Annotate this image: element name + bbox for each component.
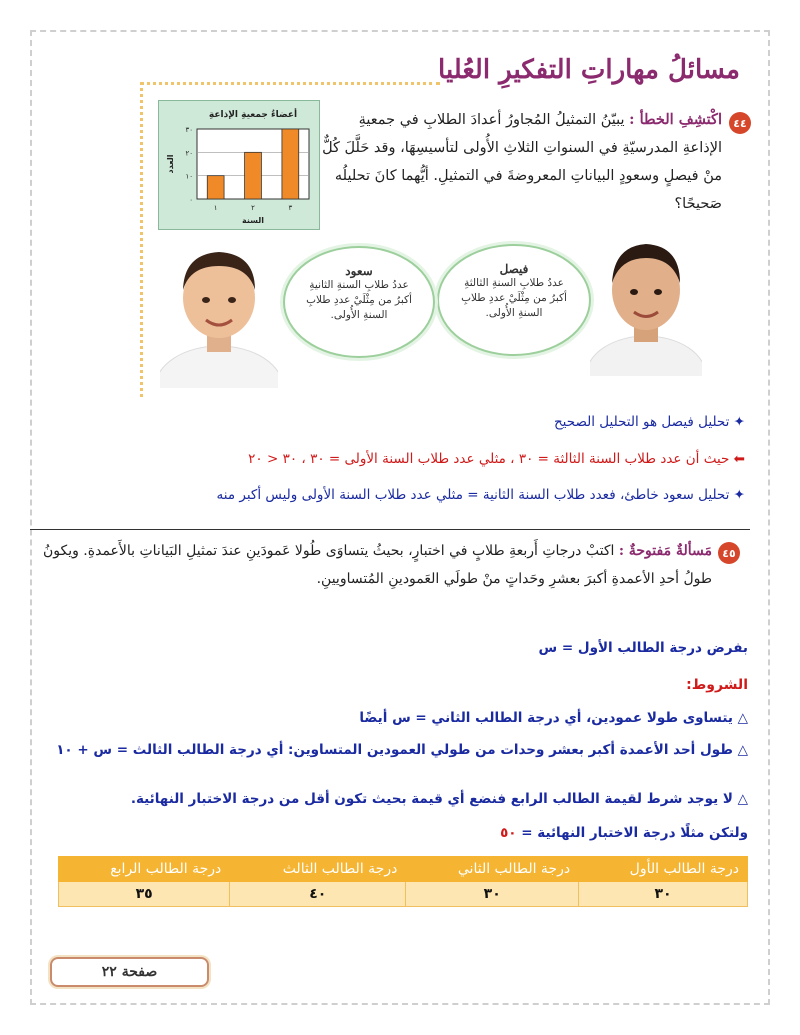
condition-2: △ طول أحد الأعمدة أكبر بعشر وحدات من طولي العمودين المتساوين: أي درجة الطالب الثالث = س + ١٠ [56,742,748,758]
answer-44-line-2: ⬅ حيث أن عدد طلاب السنة الثالثة = ٣٠ ، مثلي عدد طلاب السنة الأولى = ٣٠ ، ٣٠ < ٢٠ [248,451,745,467]
chart-x-tick-label: ٣ [288,204,293,212]
solution-assumption: بفرض درجة الطالب الأول = س [538,640,748,656]
chart-bar [245,152,262,199]
bar-chart [159,101,319,229]
chart-x-axis-label: السنة [241,216,265,225]
page-number [50,957,209,987]
table-header: درجة الطالب الثالث [230,857,406,882]
faisal-speech-bubble [437,244,591,356]
question-44-label: اكْتشِفِ الخطأ : [629,111,722,128]
chart-bar [282,129,299,199]
dotted-border-top [140,82,440,85]
answer-44-line-1: ✦ تحليل فيصل هو التحليل الصحيح [553,414,745,430]
table-header: درجة الطالب الرابع [59,857,230,882]
chart-title: أعضاءُ جمعيةِ الإذاعةِ [208,110,298,120]
chart-x-tick-label: ٢ [251,204,255,212]
table-cell: ٤٠ [230,882,406,907]
saud-name: سعود [345,264,373,278]
section-title: مسائلُ مهاراتِ التفكيرِ العُليا [438,55,740,85]
chart-y-tick-label: ٣٠ [185,126,193,134]
question-45-number: ٤٥ [718,542,740,564]
table-cell: ٣٠ [406,882,579,907]
faisal-statement: عددُ طلابِ السنةِ الثالثةِ أكبرُ من مِثْلَيْ عددِ طلابِ السنةِ الأُولى. [461,277,567,319]
faisal-name: فيصل [499,262,529,276]
answer-44-line-3: ✦ تحليل سعود خاطئ، فعدد طلاب السنة الثانية = مثلي عدد طلاب السنة الأولى وليس أكبر منه [216,487,745,503]
divider [30,529,750,530]
final-exam-prefix: ولتكن مثلًا درجة الاختبار النهائية = [516,825,748,841]
chart-y-tick-label: ٢٠ [185,149,193,158]
dotted-border-left [140,82,143,397]
table-header-row [59,857,748,882]
chart-y-axis-label: العدد [166,154,175,174]
conditions-label: الشروط: [686,677,748,693]
chart-panel [158,100,320,230]
chart-y-tick-label: ٠ [189,196,193,204]
chart-bar [207,176,224,199]
condition-3: △ لا يوجد شرط لقيمة الطالب الرابع فنضع أي قيمة بحيث تكون أقل من درجة الاختبار النهائية. [130,791,748,807]
page-number-label: صفحة ٢٢ [101,964,158,980]
condition-1: △ يتساوى طولا عمودين، أي درجة الطالب الثاني = س أيضًا [359,710,748,726]
table-header: درجة الطالب الأول [579,857,748,882]
grades-table [58,856,748,907]
question-45-text [42,537,712,593]
final-exam-value: ٥٠ [500,825,517,841]
question-45-label: مَسألةٌ مَفتوحةٌ : [618,543,712,559]
faisal-photo [590,228,702,376]
table-cell: ٣٠ [579,882,748,907]
chart-y-tick-label: ١٠ [185,172,193,181]
table-header: درجة الطالب الثاني [406,857,579,882]
saud-speech-bubble [283,246,435,358]
question-45-body: اكتبْ درجاتِ أَربعةِ طلابٍ في اختبارٍ، بحيثُ يتساوَى طُولا عَمودَينِ عندَ تمثيلِ البَياناتِ بالأَعمدةِ. ويكونُ طولُ أحدِ الأعمدةِ أكبرَ بعشرِ وحَداتٍ منْ طولَي العَمودينِ المُتساويينِ. [42,543,712,587]
saud-statement: عددُ طلابِ السنةِ الثانيةِ أكبرُ من مِثْلَيْ عددِ طلابِ السنةِ الأُولى. [306,279,412,321]
table-cell: ٣٥ [59,882,230,907]
table-row [59,882,748,907]
question-44-number: ٤٤ [729,112,751,134]
question-44-text [317,106,722,218]
final-exam-grade [48,825,748,841]
chart-x-tick-label: ١ [213,204,218,212]
question-44-body: يبيّنُ التمثيلُ المُجاورُ أعدادَ الطلابِ في جمعيةِ الإذاعةِ المدرسيّةِ في السنواتِ الثلاثِ الأُولى لتأسيسِهَا، وقد حَلَّلَ كُلٌّ منْ فيصلٍ وسعودٍ البياناتِ المعروضةَ في التمثيلِ. أيُّهما كانَ تحليلُه صَحيحًا؟ [322,112,722,212]
saud-photo [160,238,278,388]
